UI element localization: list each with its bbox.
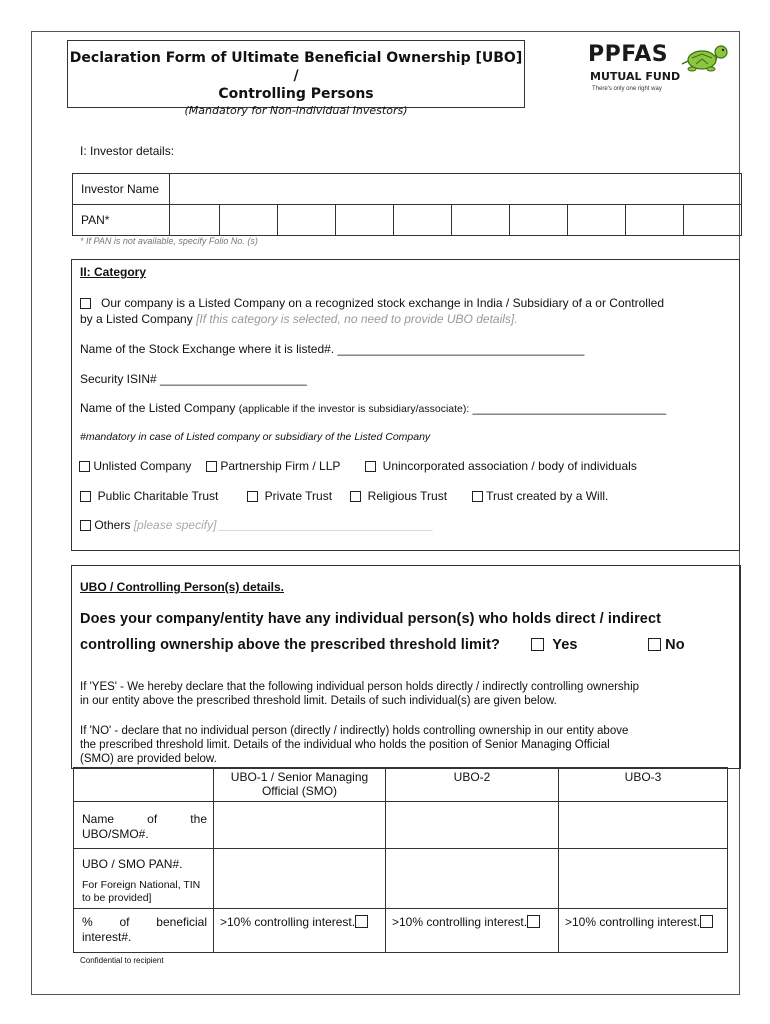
yes-para-line2: in our entity above the prescribed threshold limit. Details of such individual(s) are given below. xyxy=(80,695,557,707)
col-ubo2-header: UBO-2 xyxy=(386,768,559,802)
option-private-trust[interactable] xyxy=(247,489,332,503)
yes-para-line1: If 'YES' - We hereby declare that the following individual person holds directly / indirectly controlling ownership xyxy=(80,681,640,693)
ubo3-interest-cell[interactable] xyxy=(559,909,728,953)
no-para-line2: the prescribed threshold limit. Details of the individual who holds the position of Senior Managing Official xyxy=(80,739,610,751)
stock-exchange-field[interactable]: Name of the Stock Exchange where it is listed#. _____________________________________ xyxy=(80,342,585,356)
ubo-table-corner xyxy=(74,768,214,802)
ppfas-logo xyxy=(588,42,738,98)
religious-trust-checkbox[interactable] xyxy=(350,491,361,502)
ubo3-interest-checkbox[interactable] xyxy=(700,915,713,928)
ubo1-pan-input[interactable] xyxy=(214,849,386,909)
listed-company-option xyxy=(80,296,730,310)
ubo-table xyxy=(73,767,728,953)
col-ubo3-header: UBO-3 xyxy=(559,768,728,802)
interest-label: >10% controlling interest. xyxy=(392,915,528,929)
trust-by-will-checkbox[interactable] xyxy=(472,491,483,502)
row-pan-cell xyxy=(74,849,214,909)
listed-line1: Our company is a Listed Company on a recognized stock exchange in India / Subsidiary of a or Controlled xyxy=(101,296,664,310)
form-subtitle: (Mandatory for Non-individual Investors) xyxy=(184,104,408,117)
investor-name-label: Investor Name xyxy=(73,174,170,205)
others-checkbox[interactable] xyxy=(80,520,91,531)
pan-digit-cell[interactable] xyxy=(684,205,742,236)
public-charitable-trust-checkbox[interactable] xyxy=(80,491,91,502)
others-label: Others xyxy=(94,518,131,532)
form-title-line1: Declaration Form of Ultimate Beneficial Ownership [UBO] / xyxy=(69,50,523,84)
listed-company-blank: _____________________________ xyxy=(472,401,667,415)
others-note: [please specify] ________________________________ xyxy=(133,518,434,532)
row-name-label: Name of the UBO/SMO#. xyxy=(74,802,214,849)
ubo1-interest-cell[interactable] xyxy=(214,909,386,953)
ubo3-pan-input[interactable] xyxy=(559,849,728,909)
no-declaration xyxy=(80,724,628,766)
ubo2-pan-input[interactable] xyxy=(386,849,559,909)
no-para-line3: (SMO) are provided below. xyxy=(80,753,217,765)
interest-label: >10% controlling interest. xyxy=(565,915,701,929)
pan-digit-cell[interactable] xyxy=(336,205,394,236)
confidential-footer: Confidential to recipient xyxy=(80,956,164,965)
unincorporated-association-checkbox[interactable] xyxy=(365,461,376,472)
security-isin-field[interactable]: Security ISIN# ______________________ xyxy=(80,372,307,386)
ubo3-name-input[interactable] xyxy=(559,802,728,849)
pan-digit-cell[interactable] xyxy=(626,205,684,236)
row-pan-label: UBO / SMO PAN#. xyxy=(82,857,183,871)
option-label: Unlisted Company xyxy=(93,459,192,473)
pan-digit-cell[interactable] xyxy=(278,205,336,236)
logo-tagline: There's only one right way xyxy=(592,86,662,92)
yes-label: Yes xyxy=(552,637,578,653)
pan-digit-cell[interactable] xyxy=(220,205,278,236)
no-checkbox[interactable] xyxy=(648,638,661,651)
ubo1-name-input[interactable] xyxy=(214,802,386,849)
option-unlisted-company[interactable] xyxy=(79,459,191,473)
logo-brand: PPFAS xyxy=(588,42,669,67)
option-label: Partnership Firm / LLP xyxy=(220,459,341,473)
no-option[interactable] xyxy=(648,637,685,653)
partnership-firm-checkbox[interactable] xyxy=(206,461,217,472)
listed-line2-row xyxy=(80,312,518,326)
ubo-question-line2: controlling ownership above the prescribed threshold limit? xyxy=(80,637,501,653)
private-trust-checkbox[interactable] xyxy=(247,491,258,502)
ubo2-interest-cell[interactable] xyxy=(386,909,559,953)
listed-line2: by a Listed Company xyxy=(80,312,193,326)
listed-company-label: Name of the Listed Company xyxy=(80,401,236,415)
pan-digit-cell[interactable] xyxy=(394,205,452,236)
option-label: Public Charitable Trust xyxy=(97,489,219,503)
yes-checkbox[interactable] xyxy=(531,638,544,651)
ubo2-name-input[interactable] xyxy=(386,802,559,849)
option-label: Private Trust xyxy=(264,489,333,503)
ubo-heading: UBO / Controlling Person(s) details. xyxy=(80,580,285,594)
interest-label: >10% controlling interest. xyxy=(220,915,356,929)
option-label: Trust created by a Will. xyxy=(486,489,609,503)
form-title-line2: Controlling Persons xyxy=(218,86,374,102)
listed-company-name-row[interactable] xyxy=(80,401,666,415)
pan-digit-cell[interactable] xyxy=(568,205,626,236)
option-religious-trust[interactable] xyxy=(350,489,447,503)
yes-option[interactable] xyxy=(531,637,578,653)
yes-declaration xyxy=(80,680,639,708)
listed-note: [If this category is selected, no need to provide UBO details]. xyxy=(196,312,518,326)
pan-digit-cell[interactable] xyxy=(510,205,568,236)
option-unincorporated-association[interactable] xyxy=(365,459,637,473)
title-box xyxy=(67,40,525,117)
no-para-line1: If 'NO' - declare that no individual person (directly / indirectly) holds controlling ownership in our entity above xyxy=(80,725,629,737)
pan-label: PAN* xyxy=(73,205,170,236)
option-label: Unincorporated association / body of individuals xyxy=(382,459,637,473)
option-others[interactable] xyxy=(80,518,433,532)
no-label: No xyxy=(665,637,685,653)
col-ubo1-header: UBO-1 / Senior Managing Official (SMO) xyxy=(214,768,386,802)
investor-section-label: I: Investor details: xyxy=(80,144,175,158)
option-label: Religious Trust xyxy=(367,489,448,503)
option-public-charitable-trust[interactable] xyxy=(80,489,218,503)
listed-company-note: (applicable if the investor is subsidiary/associate): xyxy=(238,403,470,415)
pan-digit-cell[interactable] xyxy=(170,205,220,236)
logo-sub: MUTUAL FUND xyxy=(590,70,681,83)
category-heading: II: Category xyxy=(80,265,147,279)
ubo2-interest-checkbox[interactable] xyxy=(527,915,540,928)
option-trust-by-will[interactable] xyxy=(472,489,608,503)
mandatory-note: #mandatory in case of Listed company or subsidiary of the Listed Company xyxy=(80,431,431,443)
listed-company-checkbox[interactable] xyxy=(80,298,91,309)
row-pan-note: For Foreign National, TIN to be provided] xyxy=(82,879,201,904)
ubo-question-line1: Does your company/entity have any individual person(s) who holds direct / indirect xyxy=(80,611,662,627)
unlisted-company-checkbox[interactable] xyxy=(79,461,90,472)
investor-name-input[interactable] xyxy=(170,174,742,205)
turtle-icon xyxy=(680,42,732,72)
pan-note: * If PAN is not available, specify Folio No. (s) xyxy=(80,236,258,246)
pan-digit-cell[interactable] xyxy=(452,205,510,236)
option-partnership-firm[interactable] xyxy=(206,459,340,473)
row-interest-label: % of beneficial interest#. xyxy=(74,909,214,953)
investor-table xyxy=(72,173,742,236)
ubo1-interest-checkbox[interactable] xyxy=(355,915,368,928)
